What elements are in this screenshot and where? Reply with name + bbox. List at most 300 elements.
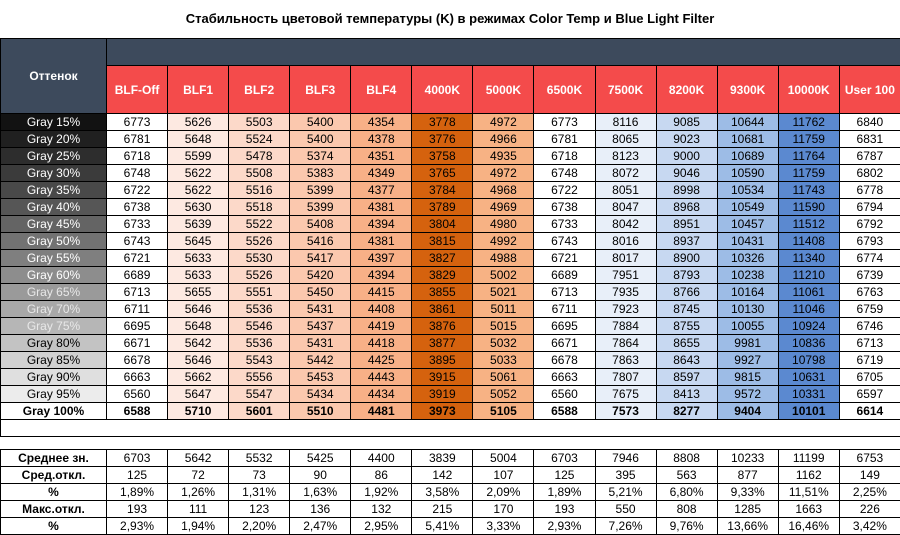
stat-cell: 7,26%: [595, 518, 656, 535]
table-cell: 6718: [107, 148, 168, 165]
table-cell: 10681: [717, 131, 778, 148]
table-row: [1, 233, 900, 250]
table-row: [1, 165, 900, 182]
table-cell: 6711: [534, 301, 595, 318]
table-cell: 5516: [229, 182, 290, 199]
table-row: [1, 199, 900, 216]
table-cell: 3919: [412, 386, 473, 403]
table-cell: 6689: [107, 267, 168, 284]
row-label: Gray 45%: [1, 216, 107, 233]
table-cell: 4425: [351, 352, 412, 369]
table-cell: 4354: [351, 114, 412, 131]
stat-cell: 7946: [595, 450, 656, 467]
table-cell: 5400: [290, 131, 351, 148]
table-cell: 6802: [839, 165, 900, 182]
stat-label: Среднее зн.: [1, 450, 107, 467]
table-cell: 5437: [290, 318, 351, 335]
table-cell: 5633: [168, 250, 229, 267]
table-cell: 6588: [107, 403, 168, 420]
table-cell: 4381: [351, 199, 412, 216]
table-cell: 3855: [412, 284, 473, 301]
stat-cell: 111: [168, 501, 229, 518]
stat-cell: 1,26%: [168, 484, 229, 501]
table-cell: 4935: [473, 148, 534, 165]
stat-row: [1, 518, 900, 535]
stat-cell: 3,58%: [412, 484, 473, 501]
stat-label: %: [1, 518, 107, 535]
table-cell: 6597: [839, 386, 900, 403]
stat-cell: 1,89%: [534, 484, 595, 501]
table-row: [1, 335, 900, 352]
stat-cell: 125: [534, 467, 595, 484]
table-cell: 7863: [595, 352, 656, 369]
stat-cell: 6753: [839, 450, 900, 467]
stat-cell: 193: [534, 501, 595, 518]
table-cell: 7573: [595, 403, 656, 420]
table-cell: 5662: [168, 369, 229, 386]
table-cell: 9572: [717, 386, 778, 403]
header-band: [107, 39, 900, 66]
table-cell: 6721: [534, 250, 595, 267]
table-cell: 6739: [839, 267, 900, 284]
table-cell: 5536: [229, 301, 290, 318]
table-row: [1, 131, 900, 148]
row-label: Gray 15%: [1, 114, 107, 131]
stat-cell: 123: [229, 501, 290, 518]
stat-cell: 73: [229, 467, 290, 484]
table-cell: 6711: [107, 301, 168, 318]
table-cell: 5546: [229, 318, 290, 335]
table-cell: 5622: [168, 165, 229, 182]
stat-cell: 2,25%: [839, 484, 900, 501]
table-cell: 3876: [412, 318, 473, 335]
table-cell: 10644: [717, 114, 778, 131]
table-cell: 6778: [839, 182, 900, 199]
table-cell: 8643: [656, 352, 717, 369]
table-cell: 9023: [656, 131, 717, 148]
stat-cell: 877: [717, 467, 778, 484]
stat-cell: 6,80%: [656, 484, 717, 501]
table-row: [1, 250, 900, 267]
stat-cell: 142: [412, 467, 473, 484]
column-header: BLF1: [168, 66, 229, 114]
table-cell: 4992: [473, 233, 534, 250]
stat-cell: 132: [351, 501, 412, 518]
stat-cell: 2,47%: [290, 518, 351, 535]
table-cell: 10431: [717, 233, 778, 250]
table-cell: 4381: [351, 233, 412, 250]
column-header: User 100: [839, 66, 900, 114]
stat-cell: 215: [412, 501, 473, 518]
table-row: [1, 148, 900, 165]
table-cell: 11210: [778, 267, 839, 284]
table-cell: 10590: [717, 165, 778, 182]
table-cell: 6774: [839, 250, 900, 267]
table-cell: 8998: [656, 182, 717, 199]
table-cell: 5647: [168, 386, 229, 403]
stat-cell: 6703: [534, 450, 595, 467]
table-row: [1, 267, 900, 284]
table-cell: 5399: [290, 182, 351, 199]
table-cell: 6614: [839, 403, 900, 420]
table-cell: 8793: [656, 267, 717, 284]
stat-cell: 226: [839, 501, 900, 518]
table-cell: 10238: [717, 267, 778, 284]
table-cell: 5032: [473, 335, 534, 352]
stat-cell: 5004: [473, 450, 534, 467]
table-cell: 10689: [717, 148, 778, 165]
table-cell: 6663: [534, 369, 595, 386]
table-cell: 5543: [229, 352, 290, 369]
gap-row: [1, 437, 900, 450]
row-label: Gray 80%: [1, 335, 107, 352]
table-cell: 5648: [168, 131, 229, 148]
table-cell: 5400: [290, 114, 351, 131]
table-cell: 6718: [534, 148, 595, 165]
table-cell: 11764: [778, 148, 839, 165]
table-cell: 5526: [229, 233, 290, 250]
row-label: Gray 35%: [1, 182, 107, 199]
row-label: Gray 25%: [1, 148, 107, 165]
column-header: BLF-Off: [107, 66, 168, 114]
stat-row: [1, 484, 900, 501]
row-label: Gray 65%: [1, 284, 107, 301]
table-cell: 7864: [595, 335, 656, 352]
table-row: [1, 182, 900, 199]
table-cell: 8123: [595, 148, 656, 165]
stat-cell: 1162: [778, 467, 839, 484]
table-cell: 5015: [473, 318, 534, 335]
table-cell: 5508: [229, 165, 290, 182]
table-cell: 9404: [717, 403, 778, 420]
table-cell: 8968: [656, 199, 717, 216]
table-cell: 4972: [473, 114, 534, 131]
table-cell: 11759: [778, 165, 839, 182]
table-cell: 10836: [778, 335, 839, 352]
table-cell: 5408: [290, 216, 351, 233]
stat-cell: 2,93%: [534, 518, 595, 535]
header-band-row: [1, 39, 900, 66]
table-cell: 11046: [778, 301, 839, 318]
table-cell: 8900: [656, 250, 717, 267]
table-cell: 5536: [229, 335, 290, 352]
table-cell: 6713: [107, 284, 168, 301]
table-cell: 4966: [473, 131, 534, 148]
table-cell: 6831: [839, 131, 900, 148]
table-cell: 8766: [656, 284, 717, 301]
table-cell: 6746: [839, 318, 900, 335]
table-cell: 5033: [473, 352, 534, 369]
table-cell: 6793: [839, 233, 900, 250]
column-header-row: [1, 66, 900, 114]
table-cell: 8277: [656, 403, 717, 420]
column-header: BLF4: [351, 66, 412, 114]
table-cell: 6560: [107, 386, 168, 403]
table-cell: 5646: [168, 301, 229, 318]
table-cell: 6781: [534, 131, 595, 148]
table-cell: 10164: [717, 284, 778, 301]
stat-cell: 193: [107, 501, 168, 518]
color-temperature-table: [0, 38, 900, 535]
table-cell: 5639: [168, 216, 229, 233]
stat-cell: 1,63%: [290, 484, 351, 501]
table-cell: 5526: [229, 267, 290, 284]
stat-cell: 395: [595, 467, 656, 484]
table-cell: 5524: [229, 131, 290, 148]
stat-cell: 72: [168, 467, 229, 484]
table-cell: 5399: [290, 199, 351, 216]
table-cell: 4418: [351, 335, 412, 352]
row-label: Gray 85%: [1, 352, 107, 369]
table-cell: 6743: [534, 233, 595, 250]
table-cell: 5518: [229, 199, 290, 216]
table-cell: 3778: [412, 114, 473, 131]
table-cell: 5601: [229, 403, 290, 420]
table-cell: 8065: [595, 131, 656, 148]
table-cell: 3877: [412, 335, 473, 352]
column-header: 5000K: [473, 66, 534, 114]
stat-cell: 9,76%: [656, 518, 717, 535]
table-cell: 3827: [412, 250, 473, 267]
stat-cell: 550: [595, 501, 656, 518]
table-cell: 11061: [778, 284, 839, 301]
table-cell: 5431: [290, 301, 351, 318]
table-cell: 5510: [290, 403, 351, 420]
table-cell: 6695: [107, 318, 168, 335]
table-cell: 5431: [290, 335, 351, 352]
table-cell: 10331: [778, 386, 839, 403]
stat-label: Макс.откл.: [1, 501, 107, 518]
table-cell: 8017: [595, 250, 656, 267]
table-cell: 4968: [473, 182, 534, 199]
table-cell: 11512: [778, 216, 839, 233]
table-cell: 6763: [839, 284, 900, 301]
column-header: BLF3: [290, 66, 351, 114]
table-cell: 5551: [229, 284, 290, 301]
table-cell: 6705: [839, 369, 900, 386]
stat-cell: 3,33%: [473, 518, 534, 535]
stat-cell: 136: [290, 501, 351, 518]
table-cell: 6787: [839, 148, 900, 165]
stat-cell: 86: [351, 467, 412, 484]
table-cell: 8413: [656, 386, 717, 403]
table-cell: 3895: [412, 352, 473, 369]
table-cell: 7923: [595, 301, 656, 318]
table-cell: 8755: [656, 318, 717, 335]
table-row: [1, 386, 900, 403]
table-cell: 8051: [595, 182, 656, 199]
table-cell: 10631: [778, 369, 839, 386]
table-cell: 8116: [595, 114, 656, 131]
table-cell: 5599: [168, 148, 229, 165]
table-cell: 5052: [473, 386, 534, 403]
table-cell: 8597: [656, 369, 717, 386]
column-header: 10000K: [778, 66, 839, 114]
table-cell: 10101: [778, 403, 839, 420]
stat-label: Сред.откл.: [1, 467, 107, 484]
table-cell: 5450: [290, 284, 351, 301]
stat-cell: 5,21%: [595, 484, 656, 501]
table-cell: 5442: [290, 352, 351, 369]
table-cell: 5021: [473, 284, 534, 301]
row-label: Gray 40%: [1, 199, 107, 216]
stat-cell: 1,94%: [168, 518, 229, 535]
stat-cell: 5425: [290, 450, 351, 467]
table-cell: 4481: [351, 403, 412, 420]
table-cell: 5478: [229, 148, 290, 165]
table-cell: 4377: [351, 182, 412, 199]
table-cell: 6794: [839, 199, 900, 216]
stat-cell: 8808: [656, 450, 717, 467]
stat-cell: 3839: [412, 450, 473, 467]
stat-cell: 11,51%: [778, 484, 839, 501]
table-cell: 5710: [168, 403, 229, 420]
table-cell: 5420: [290, 267, 351, 284]
stat-cell: 1,31%: [229, 484, 290, 501]
table-cell: 5434: [290, 386, 351, 403]
table-cell: 6719: [839, 352, 900, 369]
table-cell: 9085: [656, 114, 717, 131]
table-cell: 5655: [168, 284, 229, 301]
stat-cell: 13,66%: [717, 518, 778, 535]
table-cell: 5105: [473, 403, 534, 420]
table-cell: 5633: [168, 267, 229, 284]
table-cell: 9000: [656, 148, 717, 165]
table-cell: 6792: [839, 216, 900, 233]
table-cell: 7807: [595, 369, 656, 386]
table-cell: 3789: [412, 199, 473, 216]
table-cell: 6671: [107, 335, 168, 352]
table-cell: 3815: [412, 233, 473, 250]
table-cell: 10326: [717, 250, 778, 267]
table-cell: 7951: [595, 267, 656, 284]
stat-cell: 563: [656, 467, 717, 484]
table-cell: 6678: [107, 352, 168, 369]
stat-row: [1, 501, 900, 518]
table-cell: 4351: [351, 148, 412, 165]
table-cell: 4378: [351, 131, 412, 148]
row-label: Gray 30%: [1, 165, 107, 182]
table-cell: 6759: [839, 301, 900, 318]
stat-cell: 5532: [229, 450, 290, 467]
table-cell: 8655: [656, 335, 717, 352]
stat-cell: 16,46%: [778, 518, 839, 535]
table-cell: 5061: [473, 369, 534, 386]
table-cell: 6733: [107, 216, 168, 233]
table-cell: 9927: [717, 352, 778, 369]
table-cell: 5522: [229, 216, 290, 233]
table-cell: 8016: [595, 233, 656, 250]
table-cell: 6748: [534, 165, 595, 182]
table-cell: 5622: [168, 182, 229, 199]
table-cell: 8951: [656, 216, 717, 233]
table-cell: 5416: [290, 233, 351, 250]
table-cell: 3915: [412, 369, 473, 386]
table-cell: 4415: [351, 284, 412, 301]
stat-cell: 2,93%: [107, 518, 168, 535]
table-cell: 11340: [778, 250, 839, 267]
table-cell: 6733: [534, 216, 595, 233]
table-cell: 3765: [412, 165, 473, 182]
stat-cell: 125: [107, 467, 168, 484]
table-cell: 3804: [412, 216, 473, 233]
table-cell: 4394: [351, 267, 412, 284]
table-cell: 8937: [656, 233, 717, 250]
table-cell: 10798: [778, 352, 839, 369]
table-cell: 6560: [534, 386, 595, 403]
table-cell: 10549: [717, 199, 778, 216]
table-cell: 5374: [290, 148, 351, 165]
table-cell: 5011: [473, 301, 534, 318]
row-header-label: Оттенок: [1, 39, 107, 114]
table-cell: 8745: [656, 301, 717, 318]
table-row: [1, 301, 900, 318]
table-cell: 5383: [290, 165, 351, 182]
row-label: Gray 100%: [1, 403, 107, 420]
table-cell: 6721: [107, 250, 168, 267]
table-cell: 6773: [534, 114, 595, 131]
table-cell: 4972: [473, 165, 534, 182]
table-cell: 6748: [107, 165, 168, 182]
column-header: BLF2: [229, 66, 290, 114]
column-header: 7500K: [595, 66, 656, 114]
stat-cell: 149: [839, 467, 900, 484]
table-cell: 10924: [778, 318, 839, 335]
row-label: Gray 50%: [1, 233, 107, 250]
table-cell: 6781: [107, 131, 168, 148]
stat-cell: 5,41%: [412, 518, 473, 535]
table-cell: 4419: [351, 318, 412, 335]
row-label: Gray 70%: [1, 301, 107, 318]
table-cell: 11762: [778, 114, 839, 131]
stat-label: %: [1, 484, 107, 501]
stat-cell: 1,92%: [351, 484, 412, 501]
table-cell: 4969: [473, 199, 534, 216]
table-cell: 6840: [839, 114, 900, 131]
table-cell: 3861: [412, 301, 473, 318]
table-cell: 10457: [717, 216, 778, 233]
table-cell: 5648: [168, 318, 229, 335]
table-row: [1, 284, 900, 301]
column-header: 6500K: [534, 66, 595, 114]
table-cell: 4394: [351, 216, 412, 233]
row-label: Gray 90%: [1, 369, 107, 386]
table-cell: 7935: [595, 284, 656, 301]
table-cell: 3784: [412, 182, 473, 199]
stat-cell: 90: [290, 467, 351, 484]
table-cell: 5530: [229, 250, 290, 267]
table-cell: 3776: [412, 131, 473, 148]
table-cell: 6663: [107, 369, 168, 386]
stat-cell: 6703: [107, 450, 168, 467]
table-cell: 4408: [351, 301, 412, 318]
table-row: [1, 318, 900, 335]
table-cell: 5645: [168, 233, 229, 250]
table-cell: 7884: [595, 318, 656, 335]
table-cell: 9046: [656, 165, 717, 182]
table-cell: 5002: [473, 267, 534, 284]
stat-cell: 5642: [168, 450, 229, 467]
table-cell: 5417: [290, 250, 351, 267]
table-cell: 10055: [717, 318, 778, 335]
gap-cell: [1, 437, 900, 450]
stat-cell: 3,42%: [839, 518, 900, 535]
table-cell: 6743: [107, 233, 168, 250]
table-cell: 6713: [839, 335, 900, 352]
table-cell: 6678: [534, 352, 595, 369]
stat-cell: 2,09%: [473, 484, 534, 501]
stat-cell: 9,33%: [717, 484, 778, 501]
